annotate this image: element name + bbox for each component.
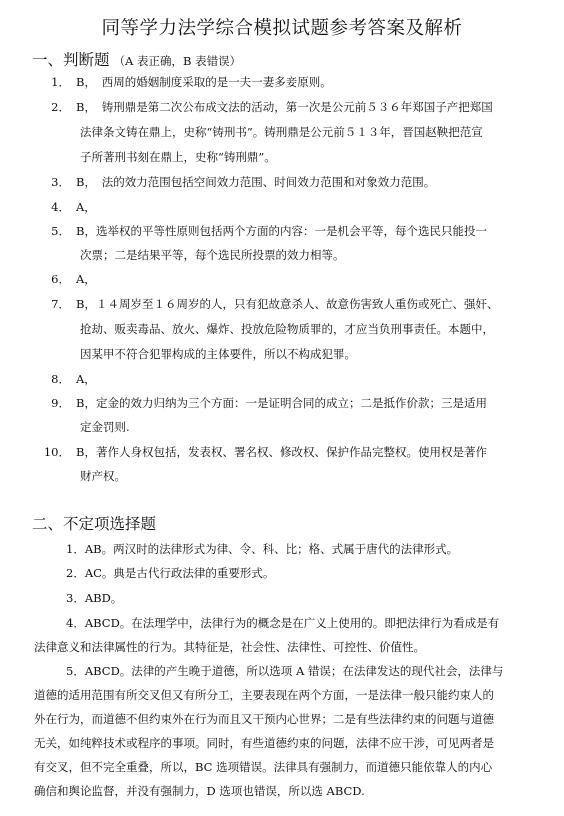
s2-item2-line1: 2．AC。典是古代行政法律的重要形式。 (66, 566, 275, 580)
s1-item4-number: 4． (51, 200, 70, 214)
s1-item9-number: 9． (51, 396, 70, 410)
section1-note: （A 表正确，B 表错误） (113, 54, 242, 68)
s1-item2-line2: 法律条文铸在鼎上，史称“铸刑书”。铸刑鼎是公元前５１３年，晋国赵鞅把范宣 (80, 125, 483, 139)
s2-item4-line1: 4．ABCD。在法理学中，法律行为的概念是在广义上使用的。即把法律行为看成是有 (66, 616, 500, 630)
s1-item7-number: 7． (51, 297, 70, 311)
section1-heading-text: 一、判断题 (32, 51, 110, 69)
s1-item7-line2: 抢劫、贩卖毒品、放火、爆炸、投放危险物质罪的，才应当负刑事责任。本题中， (80, 322, 494, 336)
s1-item3-number: 3． (51, 175, 70, 189)
s1-item8-number: 8． (51, 372, 70, 386)
s1-item5-number: 5． (51, 224, 70, 238)
s2-item5-line6: 确信和舆论监督，并没有强制力，D 选项也错误，所以选 ABCD. (34, 784, 365, 798)
s2-item5-line3: 外在行为，而道德不但约束外在行为而且又干预内心世界；二是有些法律约束的问题与道德 (34, 712, 494, 726)
s1-item6-number: 6． (51, 272, 70, 286)
s2-item1-line1: 1．AB。两汉时的法律形式为律、令、科、比；格、式属于唐代的法律形式。 (66, 542, 459, 556)
s1-item6-line1: 6． A， (34, 271, 96, 287)
s1-item7-line1: 7． B，１４周岁至１６周岁的人，只有犯故意杀人、故意伤害致人重伤或死亡、强奸、 (34, 296, 498, 312)
document-title: 同等学力法学综合模拟试题参考答案及解析 (101, 18, 463, 39)
s2-item4-line2: 法律意义和法律属性的行为。其特征是，社会性、法律性、可控性、价值性。 (34, 640, 425, 654)
s1-item1-number: 1． (51, 75, 70, 89)
s1-item10-number: 10． (43, 445, 70, 459)
s2-item5-line5: 有交叉，但不完全重叠，所以，BC 选项错误。法律具有强制力，而道德只能依靠人的内心 (34, 760, 493, 774)
s1-item5-line1: 5． B，选举权的平等性原则包括两个方面的内容：一是机会平等，每个选民只能投一 (34, 223, 487, 239)
s2-item3-line1: 3．ABD。 (66, 591, 123, 605)
s1-item10-line2: 财产权。 (80, 469, 126, 483)
section2-heading: 二、不定项选择题 (32, 515, 157, 533)
s1-item9-line1: 9． B，定金的效力归纳为三个方面：一是证明合同的成立；二是抵作价款；三是适用 (34, 395, 487, 411)
s1-item3-line1: 3． B， 法的效力范围包括空间效力范围、时间效力范围和对象效力范围。 (34, 174, 435, 190)
s1-item2-number: 2． (51, 100, 70, 114)
s2-item5-line2: 道德的适用范围有所交叉但又有所分工，主要表现在两个方面，一是法律一般只能约束人的 (34, 688, 494, 702)
s1-item8-line1: 8． A， (34, 371, 96, 387)
s1-item10-line1: 10． B，著作人身权包括，发表权、署名权、修改权、保护作品完整权。使用权是著作 (34, 444, 487, 460)
s1-item5-line2: 次票；二是结果平等，每个选民所投票的效力相等。 (80, 248, 345, 262)
s1-item4-line1: 4． A， (34, 199, 96, 215)
section1-heading (32, 48, 241, 70)
s2-item5-line4: 无关，如纯粹技术或程序的事项。同时，有些道德约束的问题，法律不应干涉，可见两者是 (34, 736, 494, 750)
s2-item5-line1: 5．ABCD。法律的产生晚于道德，所以选项 A 错误；在法律发达的现代社会，法律与 (66, 664, 504, 678)
s1-item7-line3: 因某甲不符合犯罪构成的主体要件，所以不构成犯罪。 (80, 347, 356, 361)
s1-item2-line1: 2． B， 铸刑鼎是第二次公布成文法的活动，第一次是公元前５３６年郑国子产把郑国 (34, 99, 493, 115)
s1-item2-line3: 子所著刑书刻在鼎上，史称“铸刑鼎”。 (80, 150, 276, 164)
s1-item1-line1: 1． B， 西周的婚姻制度采取的是一夫一妻多妾原则。 (34, 74, 332, 90)
s1-item9-line2: 定金罚则. (80, 420, 130, 434)
